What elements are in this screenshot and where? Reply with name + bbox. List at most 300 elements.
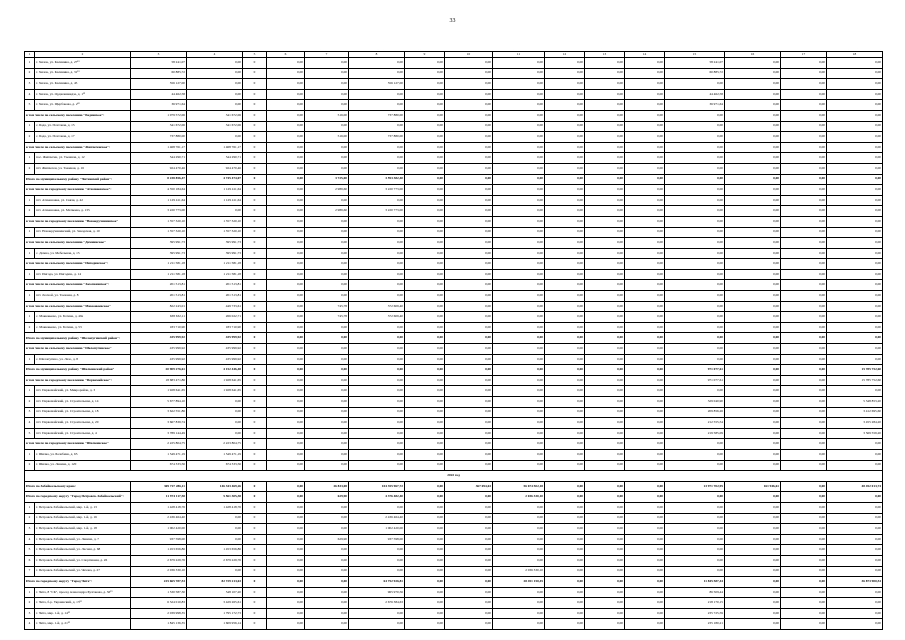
value-cell: 0,00 [827,163,883,174]
subtotal-row [25,344,883,355]
value-cell: 0,00 [493,397,545,408]
value-cell: 0,00 [405,89,445,100]
value-cell: 0,00 [781,587,827,598]
value-cell: 0,00 [665,110,725,121]
value-cell: 1 468 761,17 [131,142,187,153]
row-number: 2 [25,397,35,408]
value-cell: 0,00 [585,68,625,79]
value-cell: 0 [243,555,267,566]
value-cell: 201 513,81 [131,280,187,291]
value-cell: 0,00 [545,248,585,259]
value-cell: 0,00 [405,524,445,535]
value-cell: 0,00 [493,524,545,535]
value-cell: 0,00 [827,142,883,153]
value-cell: 0,00 [405,375,445,386]
value-cell: 0,00 [725,397,781,408]
value-cell: 367 694,63 [445,481,493,492]
value-cell: 0,00 [665,132,725,143]
value-cell: 0,00 [827,545,883,556]
value-cell: 0,00 [445,238,493,249]
value-cell: 0,00 [493,587,545,598]
value-cell: 0,00 [781,153,827,164]
value-cell: 0,00 [827,153,883,164]
value-cell: 0,00 [625,100,665,111]
value-cell: 0,00 [781,238,827,249]
value-cell: 0,00 [305,608,349,619]
value-cell: 0,00 [349,608,405,619]
value-cell: 0,00 [585,132,625,143]
value-cell: 329 040,90 [665,397,725,408]
value-cell: 0,00 [625,555,665,566]
value-cell: 0,00 [405,534,445,545]
value-cell: 0,00 [405,68,445,79]
value-cell: 0,00 [349,227,405,238]
value-cell: 0,00 [725,110,781,121]
value-cell: 0,00 [545,100,585,111]
year-row [25,471,883,482]
value-cell: 0,00 [625,513,665,524]
value-cell: 0,00 [267,153,305,164]
value-cell: 0,00 [445,598,493,609]
value-cell: 1 795 172,73 [187,608,243,619]
value-cell: 0,00 [305,259,349,270]
value-cell: 0,00 [405,598,445,609]
value-cell: 0,00 [493,439,545,450]
value-cell: 0,00 [545,577,585,588]
value-cell: 0,00 [625,418,665,429]
value-cell: 0,00 [493,513,545,524]
value-cell: 0,00 [405,312,445,323]
value-cell: 0,00 [545,142,585,153]
value-cell: 0,00 [267,481,305,492]
value-cell: 0,00 [665,163,725,174]
row-number: 1 [25,386,35,397]
value-cell: 0,00 [625,365,665,376]
value-cell: 0,00 [725,365,781,376]
value-cell: 0,00 [445,142,493,153]
address-cell: г. Хилок, ул. Калинина, д. 27¹⁹ [35,58,131,69]
value-cell: 0,00 [267,534,305,545]
row-number: 1 [25,269,35,280]
value-cell: 0,00 [349,280,405,291]
value-cell: 0,00 [725,206,781,217]
value-cell: 0,00 [405,513,445,524]
value-cell: 0,00 [827,566,883,577]
value-cell: 3 789 144,49 [131,428,187,439]
value-cell: 0,00 [585,449,625,460]
value-cell: 0,00 [625,227,665,238]
value-cell: 0,00 [267,142,305,153]
value-cell: 0,00 [781,333,827,344]
value-cell: 0,00 [545,110,585,121]
value-cell: 0,00 [267,460,305,471]
value-cell: 516,00 [305,110,349,121]
value-cell: 0,00 [405,322,445,333]
value-cell: 0,00 [725,333,781,344]
value-cell: 0,00 [305,545,349,556]
row-number: 1 [25,195,35,206]
value-cell: 0,00 [445,153,493,164]
address-cell: с. Шелопугино, ул. Лазо, д. 8 [35,354,131,365]
value-cell: 0 [243,524,267,535]
group-name-cell: в том числе по городскому поселению "Новокручининское" [25,216,131,227]
value-cell: 11 974 117,58 [131,492,187,503]
value-cell: 36 873 900,54 [827,577,883,588]
value-cell: 0,00 [349,322,405,333]
value-cell: 0,00 [545,545,585,556]
address-cell: г. Хилок, ул. Калинина, д. 31¹⁹ [35,68,131,79]
value-cell: 0,00 [545,68,585,79]
value-cell: 674 333,56 [131,460,187,471]
value-cell: 0,00 [305,121,349,132]
value-cell: 0,00 [725,598,781,609]
value-cell: 0,00 [493,238,545,249]
column-number: 9 [405,52,445,58]
value-cell: 0,00 [781,566,827,577]
value-cell: 28 451 150,45 [493,577,545,588]
value-cell: 0,00 [545,397,585,408]
value-cell: 0,00 [665,174,725,185]
row-number: 1 [25,121,35,132]
table-row [25,534,883,545]
value-cell: 0 [243,344,267,355]
value-cell: 0,00 [725,577,781,588]
value-cell: 0,00 [349,238,405,249]
value-cell: 0,00 [827,132,883,143]
value-cell: 0,00 [493,449,545,460]
value-cell: 0,00 [725,79,781,90]
value-cell: 0,00 [725,513,781,524]
value-cell: 1 609 956,14 [187,619,243,630]
value-cell: 0,00 [267,301,305,312]
value-cell: 1 211 581,18 [131,269,187,280]
value-cell: 2 436 464,40 [349,513,405,524]
value-cell: 1 002 420,00 [131,524,187,535]
value-cell: 48 452 013,74 [827,481,883,492]
value-cell: 0,00 [545,153,585,164]
value-cell: 3 569 559,20 [827,428,883,439]
value-cell: 0,00 [725,58,781,69]
value-cell: 0,00 [445,100,493,111]
value-cell: 0,00 [781,121,827,132]
value-cell: 0,00 [665,534,725,545]
value-cell: 0,00 [781,513,827,524]
value-cell: 0,00 [585,58,625,69]
value-cell: 0,00 [665,492,725,503]
value-cell: 0,00 [445,375,493,386]
value-cell: 0,00 [493,216,545,227]
value-cell: 0,00 [781,577,827,588]
value-cell: 1 357 320,10 [187,216,243,227]
value-cell: 0,00 [405,555,445,566]
value-cell: 0,00 [267,100,305,111]
value-cell: 0,00 [405,121,445,132]
value-cell: 0,00 [665,386,725,397]
value-cell: 0,00 [445,418,493,429]
value-cell: 0 [243,333,267,344]
value-cell: 0,00 [187,89,243,100]
value-cell: 0 [243,153,267,164]
row-number: 1 [25,312,35,323]
value-cell: 0,00 [445,68,493,79]
value-cell: 0,00 [545,608,585,619]
value-cell: 0,00 [267,185,305,196]
value-cell: 0,00 [305,248,349,259]
column-number: 18 [827,52,883,58]
value-cell: 0,00 [267,216,305,227]
value-cell: 0,00 [187,100,243,111]
address-cell: пгт. Новокручининский, ул. Заводская, д. 10 [35,227,131,238]
value-cell: 0,00 [349,216,405,227]
value-cell: 0,00 [665,545,725,556]
value-cell: 0,00 [267,577,305,588]
value-cell: 0,00 [405,577,445,588]
value-cell: 0,00 [349,248,405,259]
value-cell: 395 991,73 [187,248,243,259]
value-cell: 0,00 [305,375,349,386]
value-cell: 0,00 [725,608,781,619]
row-number: 5 [25,100,35,111]
value-cell: 0,00 [585,619,625,630]
value-cell: 341 672,06 [131,121,187,132]
value-cell: 0,00 [305,407,349,418]
table-row [25,121,883,132]
address-cell: пгт. Лесной, ул. Таежная, д. 8 [35,291,131,302]
group-name-cell: Итого по городскому округу "Город Петровск-Забайкальский": [25,492,131,503]
group-name-cell: в том числе по сельскому поселению "Засопкинское": [25,280,131,291]
row-number: 2 [25,206,35,217]
group-name-cell: в том числе по сельскому поселению "Бадинское": [25,110,131,121]
value-cell: 0,00 [827,524,883,535]
row-number: 1 [25,153,35,164]
value-cell: 0,00 [781,248,827,259]
value-cell: 0,00 [405,344,445,355]
value-cell: 0,00 [585,524,625,535]
value-cell: 0,00 [585,227,625,238]
row-number: 2 [25,68,35,79]
value-cell: 0,00 [625,524,665,535]
value-cell: 0,00 [545,418,585,429]
value-cell: 0,00 [405,418,445,429]
value-cell: 1 129 411,64 [131,195,187,206]
value-cell: 0,00 [349,365,405,376]
value-cell: 0,00 [725,68,781,79]
value-cell: 0,00 [585,354,625,365]
value-cell: 0,00 [445,513,493,524]
value-cell: 0,00 [827,259,883,270]
value-cell: 0 [243,238,267,249]
value-cell: 548 107,20 [187,587,243,598]
address-cell: пгт. Жипхеген, ул. Таежная, д. 16 [35,163,131,174]
row-number: 1 [25,291,35,302]
value-cell: 0,00 [545,587,585,598]
value-cell: 0,00 [405,195,445,206]
value-cell: 0,00 [267,238,305,249]
value-cell: 0 [243,587,267,598]
value-cell: 0,00 [305,619,349,630]
value-cell: 0,00 [585,333,625,344]
value-cell: 183 710,90 [187,322,243,333]
value-cell: 0,00 [405,365,445,376]
row-number: 1 [25,227,35,238]
value-cell: 0,00 [827,333,883,344]
table-row [25,608,883,619]
subtotal-row [25,142,883,153]
value-cell: 1 928 641,65 [187,386,243,397]
column-number: 1 [25,52,35,58]
value-cell: 0,00 [493,301,545,312]
value-cell: 674 333,56 [187,460,243,471]
value-cell: 0,00 [445,89,493,100]
table-row [25,206,883,217]
table-row [25,227,883,238]
value-cell: 0,00 [267,132,305,143]
value-cell: 0,00 [827,58,883,69]
value-cell: 0,00 [625,291,665,302]
value-cell: 0,00 [349,354,405,365]
row-number: 3 [25,608,35,619]
value-cell: 58 241,07 [665,58,725,69]
value-cell: 0,00 [725,163,781,174]
value-cell: 0,00 [725,121,781,132]
value-cell: 0,00 [827,174,883,185]
value-cell: 0,00 [445,608,493,619]
column-number: 2 [35,52,131,58]
table-row [25,587,883,598]
value-cell: 0,00 [305,58,349,69]
value-cell: 0,00 [545,566,585,577]
value-cell: 0 [243,110,267,121]
value-cell: 0,00 [445,354,493,365]
table-row [25,397,883,408]
value-cell: 0,00 [305,418,349,429]
value-cell: 0,00 [187,407,243,418]
value-cell: 0,00 [493,460,545,471]
value-cell: 0,00 [445,502,493,513]
value-cell: 395 991,73 [131,248,187,259]
value-cell: 15 785 752,60 [827,375,883,386]
value-cell: 0,00 [625,216,665,227]
value-cell: 0,00 [665,354,725,365]
value-cell: 0,00 [625,142,665,153]
value-cell: 11 845 587,44 [665,577,725,588]
value-cell: 266 022,71 [187,312,243,323]
value-cell: 0,00 [725,344,781,355]
value-cell: 341 672,06 [187,110,243,121]
value-cell: 0,00 [405,142,445,153]
value-cell: 0,00 [305,68,349,79]
value-cell: 0 [243,185,267,196]
value-cell: 971 077,61 [665,365,725,376]
address-cell: г. Чита, б-р. Украинский, д. 13¹⁹ [35,598,131,609]
value-cell: 2 036 330,10 [493,492,545,503]
subtotal-row [25,110,883,121]
value-cell: 0,00 [445,312,493,323]
value-cell: 1 928 641,65 [187,375,243,386]
value-cell: 0,00 [493,79,545,90]
value-cell: 6 324 010,83 [131,598,187,609]
value-cell: 1 845 136,35 [131,619,187,630]
group-name-cell: в том числе по сельскому поселению "Маккавеевское" [25,301,131,312]
value-cell: 0 [243,259,267,270]
value-cell: 0,00 [405,502,445,513]
value-cell: 0,00 [781,163,827,174]
value-cell: 3 667 839,74 [131,418,187,429]
address-cell: г. Петровск-Забайкальский, мкр. 1-й, д. 18 [35,524,131,535]
group-name-cell: Итого по муниципальному району "Читинский район": [25,174,131,185]
value-cell: 0,00 [349,545,405,556]
value-cell: 0,00 [493,365,545,376]
value-cell: 0,00 [665,524,725,535]
value-cell: 0,00 [305,269,349,280]
value-cell: 0 [243,269,267,280]
value-cell: 0,00 [493,195,545,206]
value-cell: 0,00 [445,545,493,556]
value-cell: 0,00 [545,195,585,206]
value-cell: 0,00 [305,365,349,376]
value-cell: 0,00 [445,301,493,312]
table-row [25,386,883,397]
value-cell: 0,00 [305,195,349,206]
value-cell: 0,00 [545,524,585,535]
value-cell: 0,00 [725,312,781,323]
value-cell: 0,00 [445,195,493,206]
total-row [25,481,883,492]
value-cell: 395 991,73 [187,238,243,249]
value-cell: 1 079 572,06 [131,110,187,121]
value-cell: 0 [243,619,267,630]
value-cell: 161 946,61 [725,481,781,492]
value-cell: 0,00 [665,460,725,471]
row-number: 5 [25,428,35,439]
value-cell: 0,00 [267,608,305,619]
address-cell: пгт. Ингода, ул. Ингодин., д. 14 [35,269,131,280]
value-cell: 0,00 [305,566,349,577]
value-cell: 0,00 [827,344,883,355]
value-cell: 0,00 [585,598,625,609]
value-cell: 0,00 [781,174,827,185]
value-cell: 0 [243,195,267,206]
row-number: 4 [25,619,35,630]
value-cell: 0,00 [585,291,625,302]
value-cell: 0,00 [827,322,883,333]
value-cell: 36 971,64 [131,100,187,111]
value-cell: 0,00 [827,195,883,206]
value-cell: 0,00 [405,248,445,259]
value-cell: 0 [243,428,267,439]
value-cell: 0,00 [781,322,827,333]
value-cell: 0,00 [625,439,665,450]
value-cell: 556 127,00 [131,79,187,90]
value-cell: 0,00 [405,397,445,408]
value-cell: 0,00 [625,269,665,280]
value-cell: 1 428 418,76 [187,502,243,513]
value-cell: 0,00 [781,397,827,408]
group-name-cell: Итого по городскому округу "Город Чита": [25,577,131,588]
value-cell: 0,00 [545,301,585,312]
value-cell: 0,00 [267,259,305,270]
value-cell: 0,00 [585,216,625,227]
value-cell: 0,00 [781,301,827,312]
address-cell: пгт. Первомайский, ул. Строительная, д. 14 [35,397,131,408]
address-cell: с. Домна, ул. Мебельная, д. 15 [35,248,131,259]
value-cell: 20 909 276,61 [131,365,187,376]
value-cell: 0,00 [445,619,493,630]
value-cell: 0,00 [493,174,545,185]
value-cell: 0,00 [405,449,445,460]
value-cell: 4 350 184,64 [131,185,187,196]
value-cell: 0,00 [405,238,445,249]
